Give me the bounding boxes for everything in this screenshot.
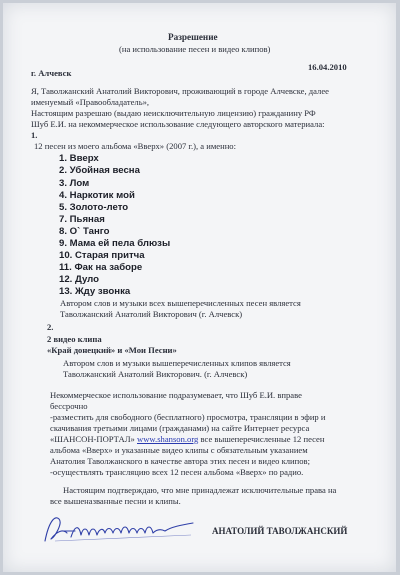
section-number: 1. — [31, 130, 38, 140]
document-subtitle: (на использование песен и видео клипов) — [119, 44, 271, 54]
intro-line: Настоящим разрешаю (выдаю неисключительную лицензию) гражданину РФ — [31, 108, 316, 118]
song-item: 3. Лом — [59, 178, 90, 189]
section-number: 2. — [47, 322, 54, 332]
song-item: 5. Золото-лето — [59, 202, 129, 213]
song-item: 8. О` Танго — [59, 226, 110, 237]
author-note-line: Таволжанский Анатолий Викторович. (г. Алчевск) — [63, 369, 248, 379]
song-item: 9. Мама ей пела блюзы — [59, 238, 171, 249]
usage-line: альбома «Вверх» и указанные видео клипы с обязательным указанием — [50, 445, 308, 455]
usage-line — [50, 435, 324, 444]
handwritten-signature — [41, 511, 201, 547]
author-note-line: Автором слов и музыки всех вышеперечисленных песен является — [60, 298, 301, 308]
portal-link[interactable]: www.shanson.org — [137, 434, 199, 444]
city-label: г. Алчевск — [31, 68, 72, 78]
intro-line: Шуб Е.И. на некоммерческое использование следующего авторского материала: — [31, 119, 325, 129]
usage-line: скачивания третьими лицами (гражданами) на сайте Интернет ресурса — [50, 423, 310, 433]
song-item: 1. Вверх — [59, 153, 99, 164]
signature-name: АНАТОЛИЙ ТАВОЛЖАНСКИЙ — [212, 526, 348, 536]
album-line: 12 песен из моего альбома «Вверх» (2007 г.), а именно: — [34, 141, 236, 151]
clips-titles: «Край донецкий» и «Мои Песни» — [47, 345, 177, 355]
usage-line: Анатолия Таволжанского в качестве автора этих песен и видео клипов; — [50, 456, 310, 466]
song-item: 12. Дуло — [59, 274, 99, 285]
usage-line: Некоммерческое использование подразумевает, что Шуб Е.И. вправе — [50, 390, 302, 400]
song-item: 13. Жду звонка — [59, 286, 131, 297]
intro-line: Я, Таволжанский Анатолий Викторович, проживающий в городе Алчевске, далее — [31, 86, 329, 96]
song-item: 2. Убойная весна — [59, 165, 140, 176]
date-label: 16.04.2010 — [308, 62, 347, 72]
usage-line: -разместить для свободного (бесплатного) просмотра, трансляции в эфир и — [50, 412, 326, 422]
usage-line: бессрочно — [50, 401, 88, 411]
song-item: 11. Фак на заборе — [59, 262, 143, 273]
usage-line: -осуществлять трансляцию всех 12 песен альбома «Вверх» по радио. — [50, 467, 304, 477]
song-item: 4. Наркотик мой — [59, 190, 135, 201]
usage-line-tail: все вышеперечисленные 12 песен — [200, 434, 325, 444]
song-item: 10. Старая притча — [59, 250, 145, 261]
closing-line: все вышеназванные песни и клипы. — [50, 496, 181, 506]
document-page — [3, 3, 396, 572]
author-note-line: Таволжанский Анатолий Викторович (г. Алчевск) — [60, 309, 243, 319]
intro-line: именуемый «Правообладатель», — [31, 97, 150, 107]
author-note-line: Автором слов и музыки вышеперечисленных клипов является — [63, 358, 291, 368]
document-title: Разрешение — [168, 32, 218, 42]
closing-line: Настоящим подтверждаю, что мне принадлежат исключительные права на — [63, 485, 337, 495]
song-item: 7. Пьяная — [59, 214, 105, 225]
clips-heading: 2 видео клипа — [47, 334, 102, 344]
portal-name: «ШАНСОН-ПОРТАЛ» — [50, 434, 135, 444]
